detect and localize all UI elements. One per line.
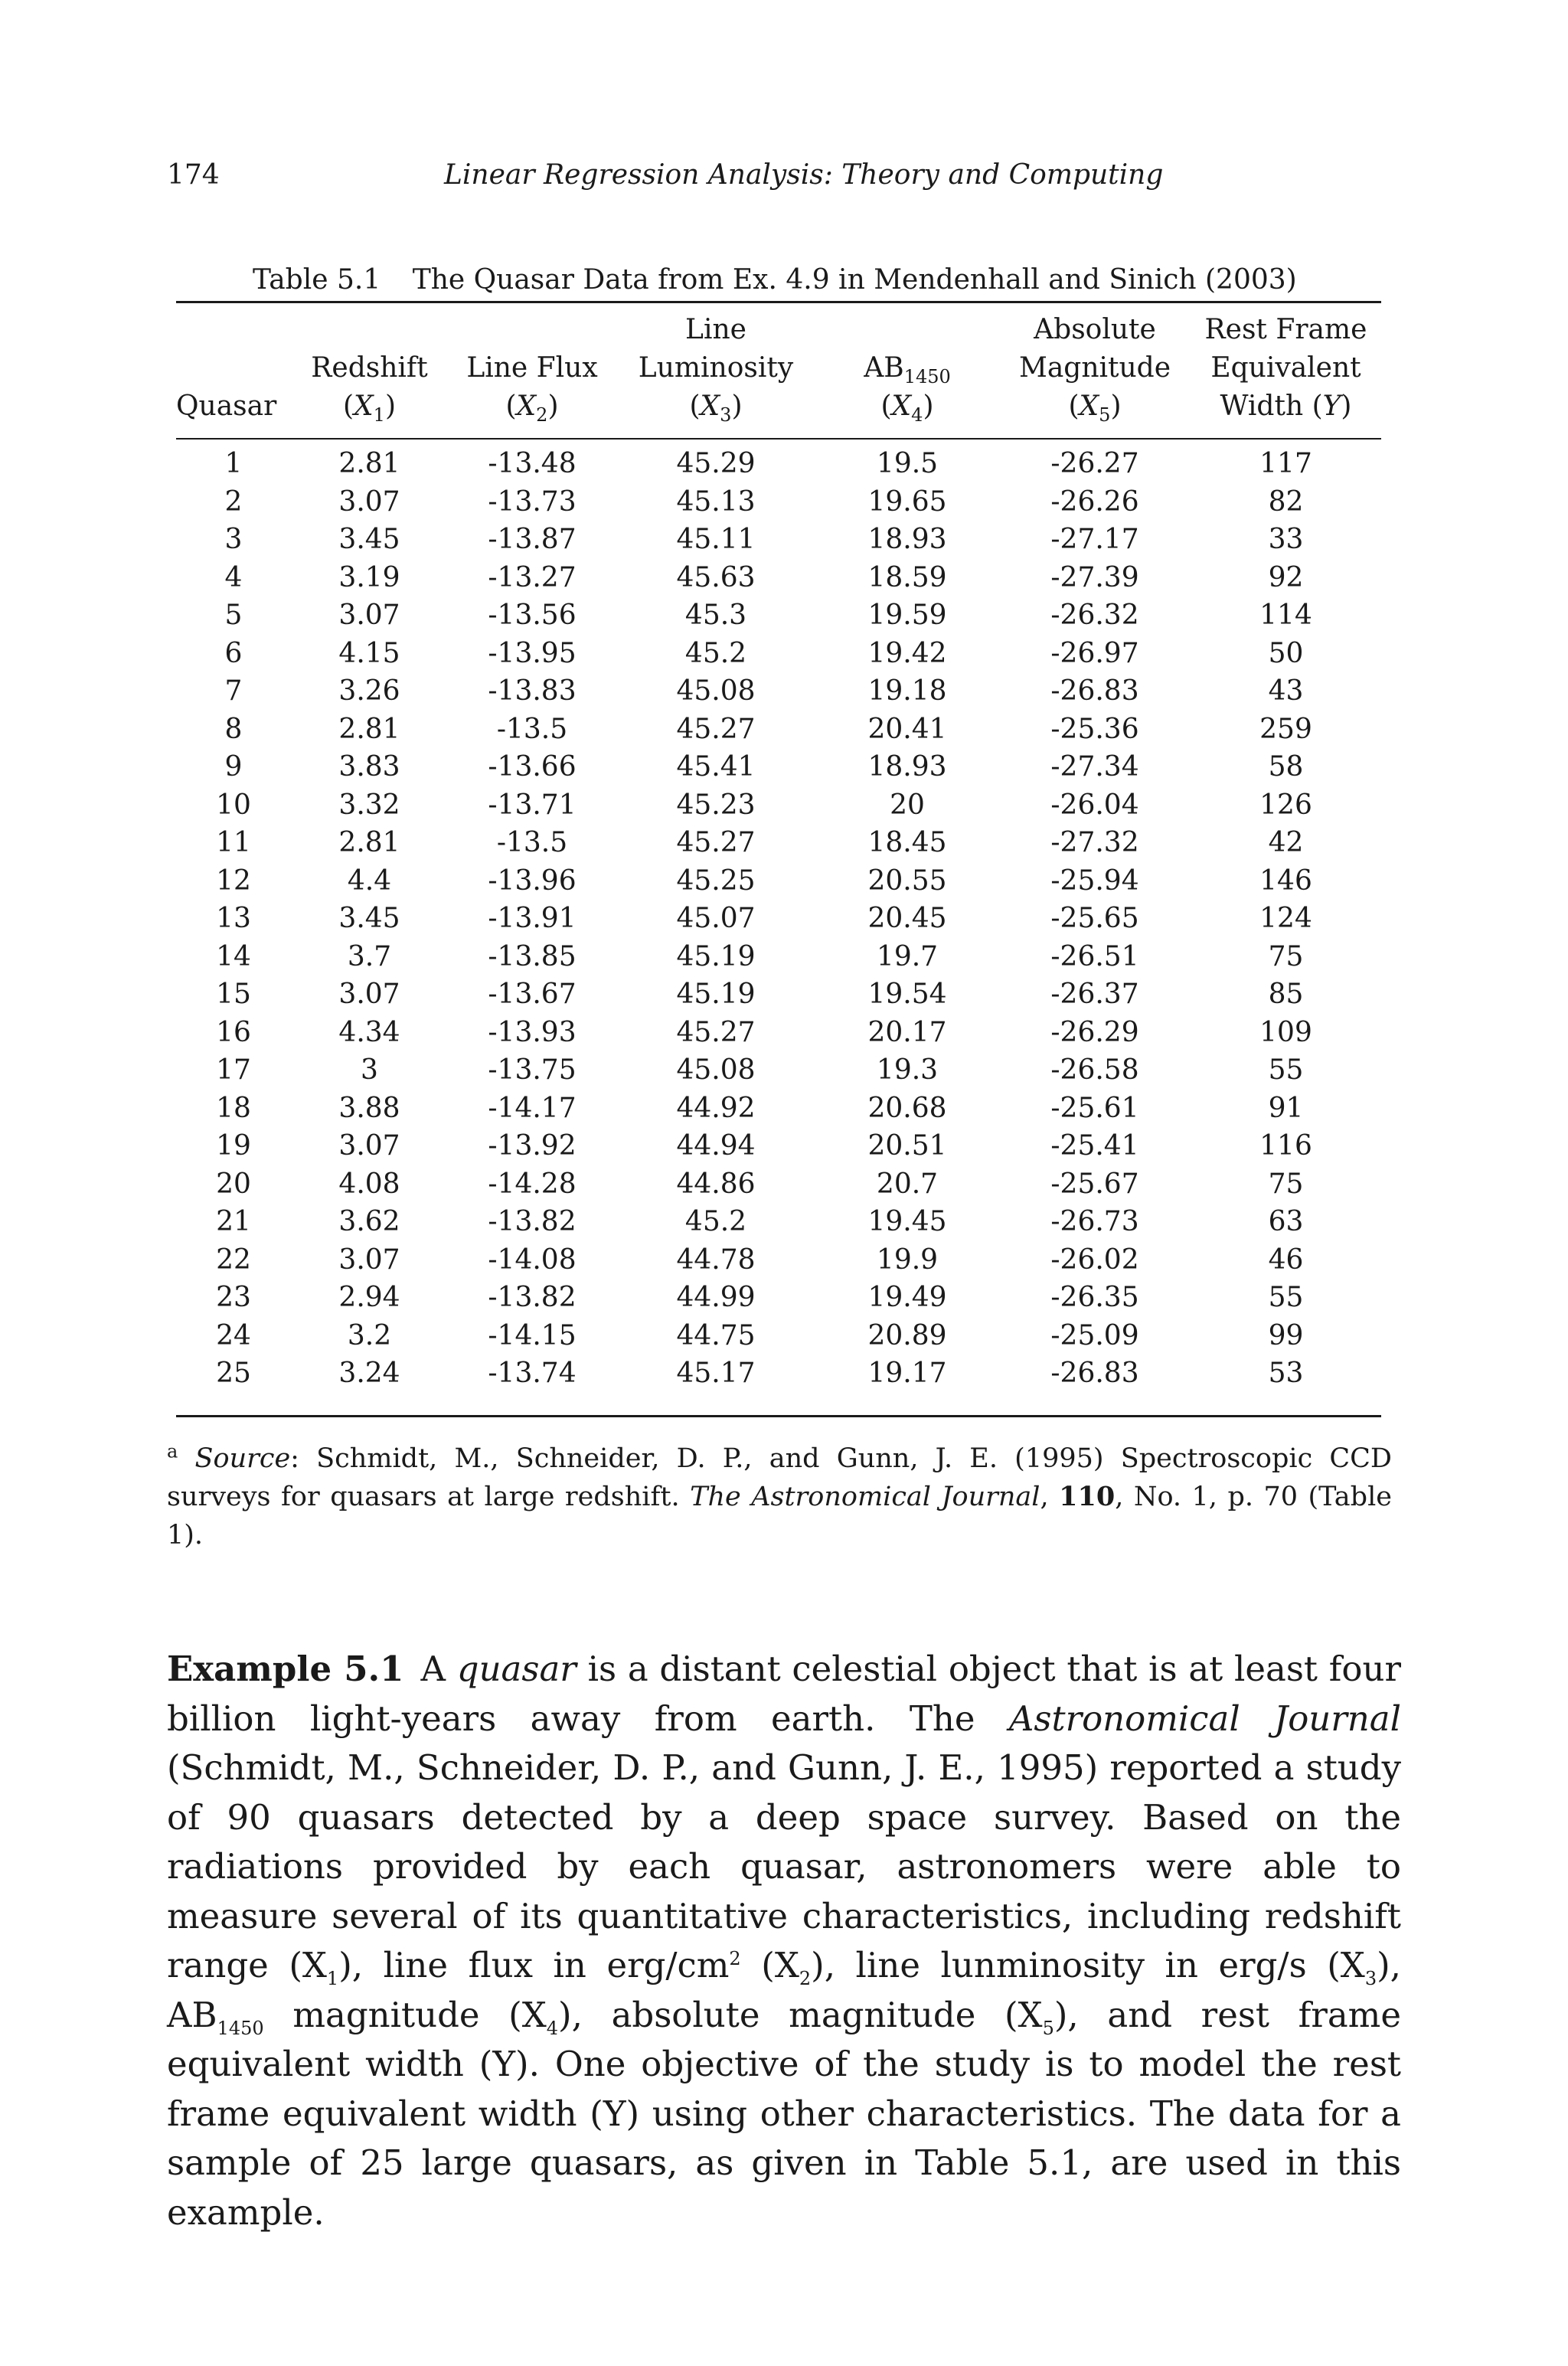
table-row xyxy=(176,1165,1381,1204)
table-cell: 4.08 xyxy=(338,1168,400,1200)
table-cell: 19.54 xyxy=(867,979,947,1010)
column-header-line: Magnitude xyxy=(1018,352,1171,384)
table-cell: -25.67 xyxy=(1050,1168,1139,1200)
table-cell: -26.37 xyxy=(1050,979,1139,1010)
table-row xyxy=(176,1203,1381,1241)
quasar-id-cell: 3 xyxy=(224,524,243,555)
quasar-id-cell: 16 xyxy=(216,1016,251,1048)
table-cell: 45.19 xyxy=(676,940,756,972)
column-header xyxy=(291,311,448,432)
column-header-line: Width (Y) xyxy=(1220,391,1352,422)
example-label: Example 5.1 xyxy=(167,1649,404,1689)
table-cell: 45.13 xyxy=(676,485,756,518)
table-cell: 45.19 xyxy=(676,979,756,1010)
table-row xyxy=(176,938,1381,976)
column-header-line xyxy=(448,311,616,349)
example-term-quasar: quasar xyxy=(456,1649,577,1689)
table-cell: 19.18 xyxy=(867,675,947,707)
quasar-id-cell: 6 xyxy=(224,637,243,669)
table-cell: 20.7 xyxy=(876,1168,939,1200)
table-cell: 124 xyxy=(1259,903,1312,934)
table-cell: 20.68 xyxy=(867,1092,947,1124)
table-cell: 3.26 xyxy=(338,675,400,707)
example-journal: Astronomical Journal xyxy=(1008,1698,1401,1739)
footnote-source-label: Source xyxy=(194,1443,291,1474)
table-row xyxy=(176,1317,1381,1355)
example-text: (Schmidt, M., Schneider, D. P., and Gunn, J. E., 1995) reported a study of 90 quasars detected by a deep space survey. Based on the radiations provided by each quasar, astronomers were able to measure several of its quantitative characteristics, including redshift range (X xyxy=(167,1747,1401,1985)
footnote-volume: 110 xyxy=(1059,1481,1116,1512)
column-header-line: $(X_2)$ xyxy=(505,391,559,426)
table-bottom-rule xyxy=(176,1415,1381,1417)
table-cell: -13.48 xyxy=(488,448,577,479)
example-paragraph xyxy=(167,1645,1401,2237)
example-text: A xyxy=(420,1649,457,1689)
table-cell: 45.08 xyxy=(676,675,756,707)
table-cell: -14.15 xyxy=(488,1319,577,1351)
table-cell: 53 xyxy=(1268,1358,1304,1389)
example-text: magnitude (X xyxy=(263,1994,547,2035)
column-header-line: $(X_1)$ xyxy=(342,391,396,426)
table-row xyxy=(176,1127,1381,1165)
table-cell: 45.27 xyxy=(676,827,756,858)
quasar-id-cell: 17 xyxy=(216,1054,251,1086)
table-row xyxy=(176,635,1381,673)
table-cell: 3.2 xyxy=(347,1319,392,1351)
quasar-id-cell: 1 xyxy=(224,448,243,479)
table-row xyxy=(176,900,1381,938)
table-cell: 20 xyxy=(890,789,925,821)
table-cell: 19.45 xyxy=(867,1206,947,1237)
column-header-line xyxy=(176,311,291,349)
table-cell: -26.83 xyxy=(1050,675,1139,707)
quasar-id-cell: 21 xyxy=(216,1206,251,1237)
table-cell: -26.35 xyxy=(1050,1282,1139,1313)
table-cell: -13.67 xyxy=(488,979,577,1010)
running-head: Linear Regression Analysis: Theory and Computing xyxy=(444,159,1164,191)
table-row xyxy=(176,1014,1381,1052)
table-cell: 2.81 xyxy=(338,827,400,858)
table-cell: -25.36 xyxy=(1050,713,1139,745)
table-cell: -13.56 xyxy=(488,600,577,631)
quasar-id-cell: 4 xyxy=(224,561,243,593)
example-subscript: 5 xyxy=(1042,2017,1054,2039)
footnote-paragraph xyxy=(167,1440,1392,1554)
example-text: ), line flux in erg/cm xyxy=(338,1945,730,1985)
table-row xyxy=(176,1090,1381,1128)
table-cell: -13.92 xyxy=(488,1130,577,1162)
table-cell: 3.07 xyxy=(338,979,400,1010)
table-cell: -13.27 xyxy=(488,561,577,593)
table-cell: 20.45 xyxy=(867,903,947,934)
quasar-id-cell: 20 xyxy=(216,1168,251,1200)
table-cell: 20.89 xyxy=(867,1319,947,1351)
table-cell: 45.2 xyxy=(684,1206,747,1237)
page-number: 174 xyxy=(167,159,220,191)
column-header-line: Rest Frame xyxy=(1204,314,1367,345)
table-cell: -13.93 xyxy=(488,1016,577,1048)
table-spacer-cell xyxy=(176,432,1381,445)
table-cell: 63 xyxy=(1268,1206,1304,1237)
table-cell: 50 xyxy=(1268,637,1304,669)
table-cell: 18.45 xyxy=(867,827,947,858)
table-cell: 46 xyxy=(1268,1243,1304,1276)
table-cell: -14.17 xyxy=(488,1092,577,1124)
column-header-line: $(X_4)$ xyxy=(880,391,934,426)
example-text: (X xyxy=(740,1945,799,1985)
table-cell: 44.86 xyxy=(676,1168,756,1200)
table-cell: 3.07 xyxy=(338,1243,400,1276)
table-cell: 3.45 xyxy=(338,524,400,555)
quasar-data-table xyxy=(176,311,1381,1393)
table-cell: 20.55 xyxy=(867,864,947,897)
table-cell: 45.25 xyxy=(676,864,756,897)
quasar-id-cell: 15 xyxy=(216,979,251,1010)
table-cell: -25.94 xyxy=(1050,864,1139,897)
quasar-id-cell: 5 xyxy=(224,600,243,631)
table-cell: -26.29 xyxy=(1050,1016,1139,1048)
table-cell: 3.07 xyxy=(338,485,400,518)
table-row xyxy=(176,559,1381,597)
table-cell: 20.51 xyxy=(867,1130,947,1162)
table-cell: -13.85 xyxy=(488,940,577,972)
table-cell: 109 xyxy=(1259,1016,1312,1048)
column-header-line: $(X_3)$ xyxy=(689,391,743,426)
quasar-id-cell: 24 xyxy=(216,1319,251,1351)
table-row xyxy=(176,862,1381,900)
table-cell: -26.97 xyxy=(1050,637,1139,669)
table-row xyxy=(176,786,1381,825)
table-cell: 3.45 xyxy=(338,903,400,934)
table-cell: -26.02 xyxy=(1050,1243,1139,1276)
table-cell: 2.81 xyxy=(338,448,400,479)
table-cell: -13.5 xyxy=(496,713,568,745)
table-row xyxy=(176,521,1381,559)
table-row xyxy=(176,596,1381,635)
column-header-line: Luminosity xyxy=(638,352,794,384)
table-cell: 4.34 xyxy=(338,1016,400,1048)
table-cell: 4.4 xyxy=(347,864,392,897)
column-header-line: $(X_5)$ xyxy=(1068,391,1122,426)
example-subscript: 4 xyxy=(546,2017,559,2039)
table-cell: 45.29 xyxy=(676,448,756,479)
table-cell: -27.32 xyxy=(1050,827,1139,858)
table-cell: 45.11 xyxy=(676,524,756,555)
table-cell: 126 xyxy=(1259,789,1312,821)
column-header-line: Equivalent xyxy=(1210,352,1361,384)
column-header-line xyxy=(291,311,448,349)
example-subscript: 2 xyxy=(799,1968,812,1989)
quasar-id-cell: 7 xyxy=(224,675,243,707)
table-cell: -13.71 xyxy=(488,789,577,821)
table-cell: -27.17 xyxy=(1050,524,1139,555)
table-cell: -26.27 xyxy=(1050,448,1139,479)
table-cell: 3.19 xyxy=(338,561,400,593)
table-top-rule xyxy=(176,301,1381,303)
table-cell: 75 xyxy=(1268,940,1304,972)
table-cell: 3.24 xyxy=(338,1358,400,1389)
column-header-line xyxy=(176,349,291,387)
table-row xyxy=(176,483,1381,521)
table-cell: 20.41 xyxy=(867,713,947,745)
example-text: ), and rest frame equivalent width (Y). One objective of the study is to model the rest frame equivalent width (Y) using other characteristics. The data for a sample of 25 large quasars, as given in Table 5.1, are used in this example. xyxy=(167,1994,1401,2233)
table-cell: -25.61 xyxy=(1050,1092,1139,1124)
table-cell: 3.7 xyxy=(347,940,392,972)
table-cell: 75 xyxy=(1268,1168,1304,1200)
table-cell: 45.17 xyxy=(676,1358,756,1389)
example-text: ), absolute magnitude (X xyxy=(558,1994,1043,2035)
table-cell: -13.66 xyxy=(488,751,577,783)
table-cell: 58 xyxy=(1268,751,1304,783)
table-cell: 44.78 xyxy=(676,1243,756,1276)
table-cell: -25.41 xyxy=(1050,1130,1139,1162)
table-cell: -14.08 xyxy=(488,1243,577,1276)
column-header-line xyxy=(815,311,999,349)
table-caption-number: Table 5.1 xyxy=(253,264,381,296)
quasar-id-cell: 9 xyxy=(224,751,243,783)
footnote-text: : Schmidt, M., Schneider, D. P., and Gunn, J. E. (1995) Spectroscopic CCD surveys for quasars at large redshift. xyxy=(167,1443,1392,1512)
table-cell: 3 xyxy=(361,1054,378,1086)
table-cell: 19.42 xyxy=(867,637,947,669)
table-footnote xyxy=(167,1440,1392,1554)
example-superscript: 2 xyxy=(729,1948,741,1969)
table-cell: 45.07 xyxy=(676,903,756,934)
table-row xyxy=(176,1355,1381,1393)
column-header-line: $AB_{1450}$ xyxy=(864,352,951,388)
table-cell: -25.09 xyxy=(1050,1319,1139,1351)
example-text: ), line lunminosity in erg/s (X xyxy=(811,1945,1365,1985)
table-cell: 19.7 xyxy=(876,940,939,972)
table-cell: -27.34 xyxy=(1050,751,1139,783)
table-cell: -13.75 xyxy=(488,1054,577,1086)
table-cell: 2.94 xyxy=(338,1282,400,1313)
quasar-id-cell: 10 xyxy=(216,789,251,821)
table-cell: 19.59 xyxy=(867,600,947,631)
footnote-sep: , xyxy=(1040,1482,1060,1512)
table-cell: 82 xyxy=(1268,485,1304,518)
table-cell: 19.5 xyxy=(876,448,939,479)
table-caption xyxy=(253,264,1297,296)
column-header xyxy=(999,311,1191,432)
table-cell: 117 xyxy=(1259,448,1312,479)
table-cell: 3.32 xyxy=(338,789,400,821)
table-cell: 20.17 xyxy=(867,1016,947,1048)
table-cell: -26.26 xyxy=(1050,485,1139,518)
quasar-id-cell: 19 xyxy=(216,1130,251,1162)
table-cell: 146 xyxy=(1259,864,1312,897)
table-cell: -13.83 xyxy=(488,675,577,707)
table-cell: 3.83 xyxy=(338,751,400,783)
table-cell: -13.5 xyxy=(496,827,568,858)
table-cell: -25.65 xyxy=(1050,903,1139,934)
table-cell: 45.27 xyxy=(676,1016,756,1048)
column-header-line: Redshift xyxy=(311,352,428,384)
quasar-id-cell: 11 xyxy=(216,827,251,858)
table-cell: 45.2 xyxy=(684,637,747,669)
table-row xyxy=(176,1279,1381,1317)
table-cell: 259 xyxy=(1259,713,1312,745)
table-cell: 33 xyxy=(1268,524,1304,555)
table-cell: 45.27 xyxy=(676,713,756,745)
example-subscript: 1450 xyxy=(217,2017,264,2039)
table-row xyxy=(176,824,1381,862)
table-cell: 19.9 xyxy=(876,1243,939,1276)
table-cell: 19.17 xyxy=(867,1358,947,1389)
footnote-journal: The Astronomical Journal xyxy=(690,1482,1040,1512)
table-row xyxy=(176,975,1381,1014)
table-cell: -13.91 xyxy=(488,903,577,934)
example-subscript: 1 xyxy=(326,1968,339,1989)
table-row xyxy=(176,445,1381,483)
table-cell: 3.62 xyxy=(338,1206,400,1237)
table-cell: 3.07 xyxy=(338,1130,400,1162)
table-cell: 99 xyxy=(1268,1319,1304,1351)
quasar-id-cell: 8 xyxy=(224,713,243,745)
table-cell: -13.73 xyxy=(488,485,577,518)
table-cell: 45.23 xyxy=(676,789,756,821)
column-header xyxy=(1191,311,1381,432)
table-cell: 18.59 xyxy=(867,561,947,593)
table-cell: 55 xyxy=(1268,1054,1304,1086)
column-header-line: Line xyxy=(685,314,746,345)
table-cell: 44.75 xyxy=(676,1319,756,1351)
table-cell: 43 xyxy=(1268,675,1304,707)
column-header xyxy=(616,311,815,432)
table-cell: 3.07 xyxy=(338,600,400,631)
table-cell: 2.81 xyxy=(338,713,400,745)
table-cell: 19.65 xyxy=(867,485,947,518)
table-cell: 85 xyxy=(1268,979,1304,1010)
table-cell: 45.3 xyxy=(684,600,747,631)
table-cell: -26.32 xyxy=(1050,600,1139,631)
quasar-id-cell: 25 xyxy=(216,1358,251,1389)
column-header-line: Quasar xyxy=(176,391,277,422)
table-cell: 19.3 xyxy=(876,1054,939,1086)
column-header-line: Absolute xyxy=(1034,314,1156,345)
table-cell: 4.15 xyxy=(338,637,400,669)
table-cell: -13.74 xyxy=(488,1358,577,1389)
column-header xyxy=(176,311,291,432)
table-cell: 44.94 xyxy=(676,1130,756,1162)
table-cell: 55 xyxy=(1268,1282,1304,1313)
table-row xyxy=(176,748,1381,786)
table-cell: -14.28 xyxy=(488,1168,577,1200)
table-cell: 18.93 xyxy=(867,751,947,783)
table-cell: -13.82 xyxy=(488,1206,577,1237)
table-cell: 44.99 xyxy=(676,1282,756,1313)
quasar-id-cell: 22 xyxy=(216,1243,251,1276)
column-header xyxy=(448,311,616,432)
table-cell: 42 xyxy=(1268,827,1304,858)
quasar-id-cell: 13 xyxy=(216,903,251,934)
table-row xyxy=(176,711,1381,749)
example-text: is a distant celestial object that is at least four billion light-years away from earth. The xyxy=(167,1649,1402,1739)
table-row xyxy=(176,1051,1381,1090)
table-row xyxy=(176,672,1381,711)
footnote-text-end: , No. 1, p. 70 (Table 1). xyxy=(167,1482,1392,1551)
column-header-line: Line Flux xyxy=(466,352,598,384)
table-cell: 45.41 xyxy=(676,751,756,783)
table-cell: 91 xyxy=(1268,1092,1304,1124)
table-cell: -13.82 xyxy=(488,1282,577,1313)
quasar-id-cell: 2 xyxy=(224,485,243,518)
table-cell: -26.83 xyxy=(1050,1358,1139,1389)
table-cell: -26.73 xyxy=(1050,1206,1139,1237)
table-cell: 116 xyxy=(1259,1130,1312,1162)
table-cell: -26.04 xyxy=(1050,789,1139,821)
table-cell: -27.39 xyxy=(1050,561,1139,593)
table-cell: -26.58 xyxy=(1050,1054,1139,1086)
table-caption-text: The Quasar Data from Ex. 4.9 in Mendenhall and Sinich (2003) xyxy=(412,264,1297,296)
table-cell: 45.08 xyxy=(676,1054,756,1086)
quasar-id-cell: 23 xyxy=(216,1282,251,1313)
table-cell: -26.51 xyxy=(1050,940,1139,972)
table-cell: 18.93 xyxy=(867,524,947,555)
table-cell: -13.87 xyxy=(488,524,577,555)
table-header-row xyxy=(176,311,1381,432)
example-subscript: 3 xyxy=(1364,1968,1377,1989)
footnote-marker: a xyxy=(167,1440,178,1462)
table-cell: 44.92 xyxy=(676,1092,756,1124)
table-cell: 45.63 xyxy=(676,561,756,593)
quasar-id-cell: 12 xyxy=(216,864,251,897)
table-cell: 3.88 xyxy=(338,1092,400,1124)
table-spacer-row xyxy=(176,432,1381,445)
table-cell: 92 xyxy=(1268,561,1304,593)
example-5-1 xyxy=(167,1645,1401,2237)
quasar-id-cell: 18 xyxy=(216,1092,251,1124)
column-header xyxy=(815,311,999,432)
example-text: ), AB xyxy=(167,1945,1401,2035)
quasar-id-cell: 14 xyxy=(216,940,251,972)
table-cell: -13.96 xyxy=(488,864,577,897)
table-cell: -13.95 xyxy=(488,637,577,669)
table-row xyxy=(176,1241,1381,1279)
table-cell: 19.49 xyxy=(867,1282,947,1313)
table-cell: 114 xyxy=(1259,600,1312,631)
